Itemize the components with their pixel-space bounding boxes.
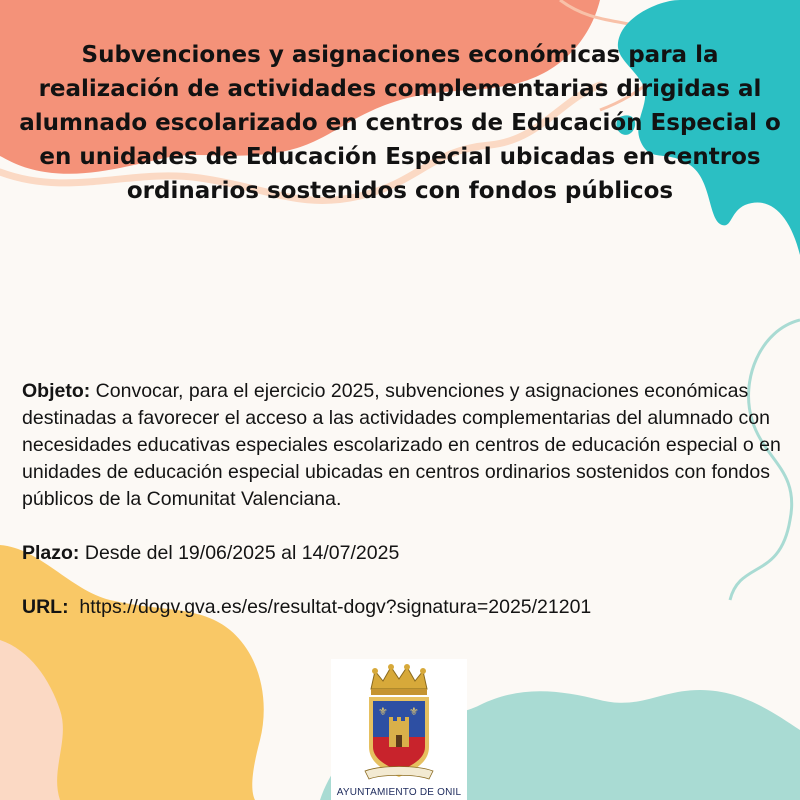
url-label: URL: xyxy=(22,596,69,618)
objeto-paragraph xyxy=(22,378,787,513)
url-link[interactable]: https://dogv.gva.es/es/resultat-dogv?signatura=2025/21201 xyxy=(68,596,592,618)
objeto-label: Objeto: xyxy=(22,380,91,402)
coat-of-arms-icon xyxy=(331,659,467,784)
announcement-body xyxy=(22,378,787,648)
onil-logo xyxy=(331,659,467,800)
plazo-text: Desde del 19/06/2025 al 14/07/2025 xyxy=(79,542,400,564)
svg-text:⚜: ⚜ xyxy=(378,705,388,718)
logo-caption: AYUNTAMIENTO DE ONIL xyxy=(336,787,462,798)
url-paragraph xyxy=(22,594,787,621)
plazo-label: Plazo: xyxy=(22,542,80,564)
svg-text:⚜: ⚜ xyxy=(409,705,419,718)
plazo-paragraph xyxy=(22,540,787,567)
page-title: Subvenciones y asignaciones económicas para la realización de actividades complementarias dirigidas al alumnado escolarizado en centros de Educación Especial o en unidades de Educación Especial ubicadas en centros ordinarios sostenidos con fondos públicos xyxy=(19,42,781,204)
objeto-text: Convocar, para el ejercicio 2025, subvenciones y asignaciones económicas destinadas a favorecer el acceso a las actividades complementarias del alumnado con necesidades educativas especiales escolarizado en centros de educación especial o en unidades de educación especial ubicadas en centros ordinarios sostenidos con fondos públicos de la Comunitat Valenciana. xyxy=(22,380,781,510)
